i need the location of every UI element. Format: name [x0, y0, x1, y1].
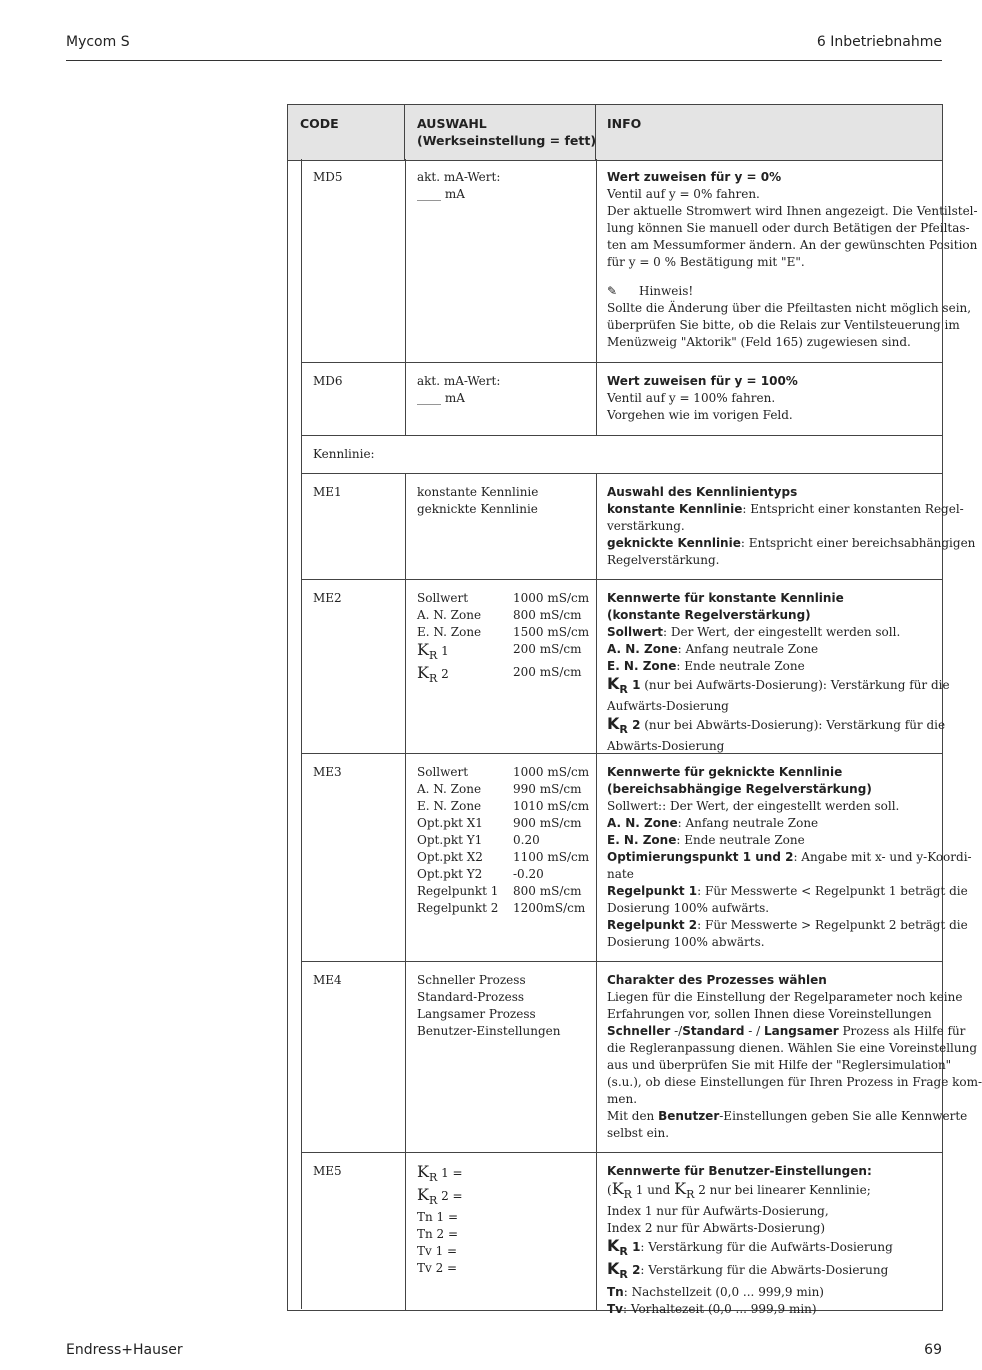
page-number: 69 — [924, 1342, 942, 1358]
row-code: ME4 — [313, 973, 342, 987]
header-title: Mycom S — [66, 34, 130, 50]
parameter-table — [287, 104, 982, 1316]
table-row-me2 — [301, 580, 950, 754]
row-code: ME1 — [313, 485, 342, 499]
table-row-md6 — [301, 363, 942, 436]
row-info: Charakter des Prozesses wählen Liegen für die Einstellung der Regelparameter noch keine Erfahrungen vor, sollen Ihnen diese Voreinstellungen Schneller -/Standard - / Langsamer Prozess als Hilfe für die Regleranpassung dienen. Wählen Sie eine Voreinstellung aus und überprüfen Sie mit Hilfe der "Reglersimulation" (s.u.), ob diese Einstellungen für Ihren Prozess in Frage kom- men. Mit den Benutzer-Einstellungen geben Sie alle Kennwerte selbst ein. — [607, 973, 982, 1140]
col-code-header: CODE — [300, 116, 339, 131]
row-selection: Sollwert 1000 mS/cm A. N. Zone 990 mS/cm E. N. Zone 1010 mS/cm Opt.pkt X1 900 mS/cm Opt.pkt Y1 0.20 Opt.pkt X2 1100 mS/cm Opt.pkt Y2 -0.20 Regelpunkt 1 800 mS/cm Regelpunkt 2 1200mS/cm — [417, 765, 590, 915]
col-selection-header: AUSWAHL (Werkseinstellung = fett) — [417, 116, 597, 148]
header-rule — [66, 60, 942, 61]
row-info: Kennwerte für geknickte Kennlinie (bereichsabhängige Regelverstärkung) Sollwert:: Der Wert, der eingestellt werden soll. A. N. Zone: Anfang neutrale Zone E. N. Zone: Ende neutrale Zone Optimierungspunkt 1 und 2: Angabe mit x- und y-Koordi- nate Regelpunkt 1: Für Messwerte < Regelpunkt 1 beträgt die Dosierung 100% aufwärts. Regelpunkt 2: Für Messwerte > Regelpunkt 2 beträgt die Dosierung 100% abwärts. — [607, 765, 972, 949]
row-selection: konstante Kennlinie geknickte Kennlinie — [417, 485, 539, 516]
row-code: MD6 — [313, 374, 343, 388]
row-code: ME3 — [313, 765, 342, 779]
row-code: MD5 — [313, 170, 343, 184]
row-info: Kennwerte für konstante Kennlinie (konstante Regelverstärkung) Sollwert: Der Wert, der eingestellt werden soll. A. N. Zone: Anfang neutrale Zone E. N. Zone: Ende neutrale Zone $K_R$ 1 (nur bei Aufwärts-Dosierung): Verstärkung für die Aufwärts-Dosierung $K_R$ 2 (nur bei Abwärts-Dosierung): Verstärkung für die Abwärts-Dosierung — [607, 591, 950, 754]
table-row-me3 — [301, 754, 972, 962]
row-selection: Schneller Prozess Standard-Prozess Langsamer Prozess Benutzer-Einstellungen — [417, 973, 561, 1038]
row-selection: Sollwert 1000 mS/cm A. N. Zone 800 mS/cm E. N. Zone 1500 mS/cm $K_R$ 1 200 mS/cm $K_R$ 2 200 mS/cm — [417, 591, 590, 686]
pencil-note-icon: ✎ — [607, 284, 618, 298]
header-chapter: 6 Inbetriebnahme — [816, 34, 942, 50]
row-info: Auswahl des Kennlinientyps konstante Kennlinie: Entspricht einer konstanten Regel- verstärkung. geknickte Kennlinie: Entspricht einer bereichsabhängigen Regelverstärkung. — [607, 485, 976, 567]
row-selection: akt. mA-Wert: ____ mA — [417, 374, 501, 405]
note-heading: ✎ Hinweis! — [607, 284, 694, 298]
table-row-me5 — [301, 1153, 942, 1316]
footer-brand: Endress+Hauser — [66, 1342, 183, 1358]
row-code: ME5 — [313, 1164, 342, 1178]
row-selection: $K_R$ 1 = $K_R$ 2 = Tn 1 = Tn 2 = Tv 1 = Tv 2 = — [417, 1162, 463, 1276]
row-info: Kennwerte für Benutzer-Einstellungen: ($K_R$ 1 und $K_R$ 2 nur bei linearer Kennlinie; Index 1 nur für Aufwärts-Dosierung, Index 2 nur für Abwärts-Dosierung) $K_R$ 1: Verstärkung für die Aufwärts-Dosierung $K_R$ 2: Verstärkung für die Abwärts-Dosierung Tn: Nachstellzeit (0,0 ... 999,9 min) Tv: Vorhaltezeit (0,0 ... 999,9 min) — [607, 1164, 893, 1316]
section-title: Kennlinie: — [313, 447, 375, 461]
table-header — [288, 104, 942, 161]
row-info: Wert zuweisen für y = 0% Ventil auf y = 0% fahren. Der aktuelle Stromwert wird Ihnen angezeigt. Die Ventilstel- lung können Sie manuell oder durch Betätigen der Pfeiltas- ten am Messumformer ändern. An der gewünschten Position für y = 0 % Bestätigung mit "E". ✎ Hinweis! Sollte die Änderung über die Pfeiltasten nicht möglich sein, überprüfen Sie bitte, ob die Relais zur Ventilsteuerung im Menüzweig "Aktorik" (Feld 165) zugewiesen sind. — [607, 170, 978, 349]
row-info: Wert zuweisen für y = 100% Ventil auf y = 100% fahren. Vorgehen wie im vorigen Feld. — [607, 374, 798, 422]
table-row-md5 — [301, 159, 978, 363]
row-selection: akt. mA-Wert: ____ mA — [417, 170, 501, 201]
table-row-me1 — [301, 474, 976, 580]
section-row-kennlinie — [301, 436, 942, 474]
col-info-header: INFO — [607, 116, 642, 131]
row-code: ME2 — [313, 591, 342, 605]
table-row-me4 — [301, 962, 982, 1153]
